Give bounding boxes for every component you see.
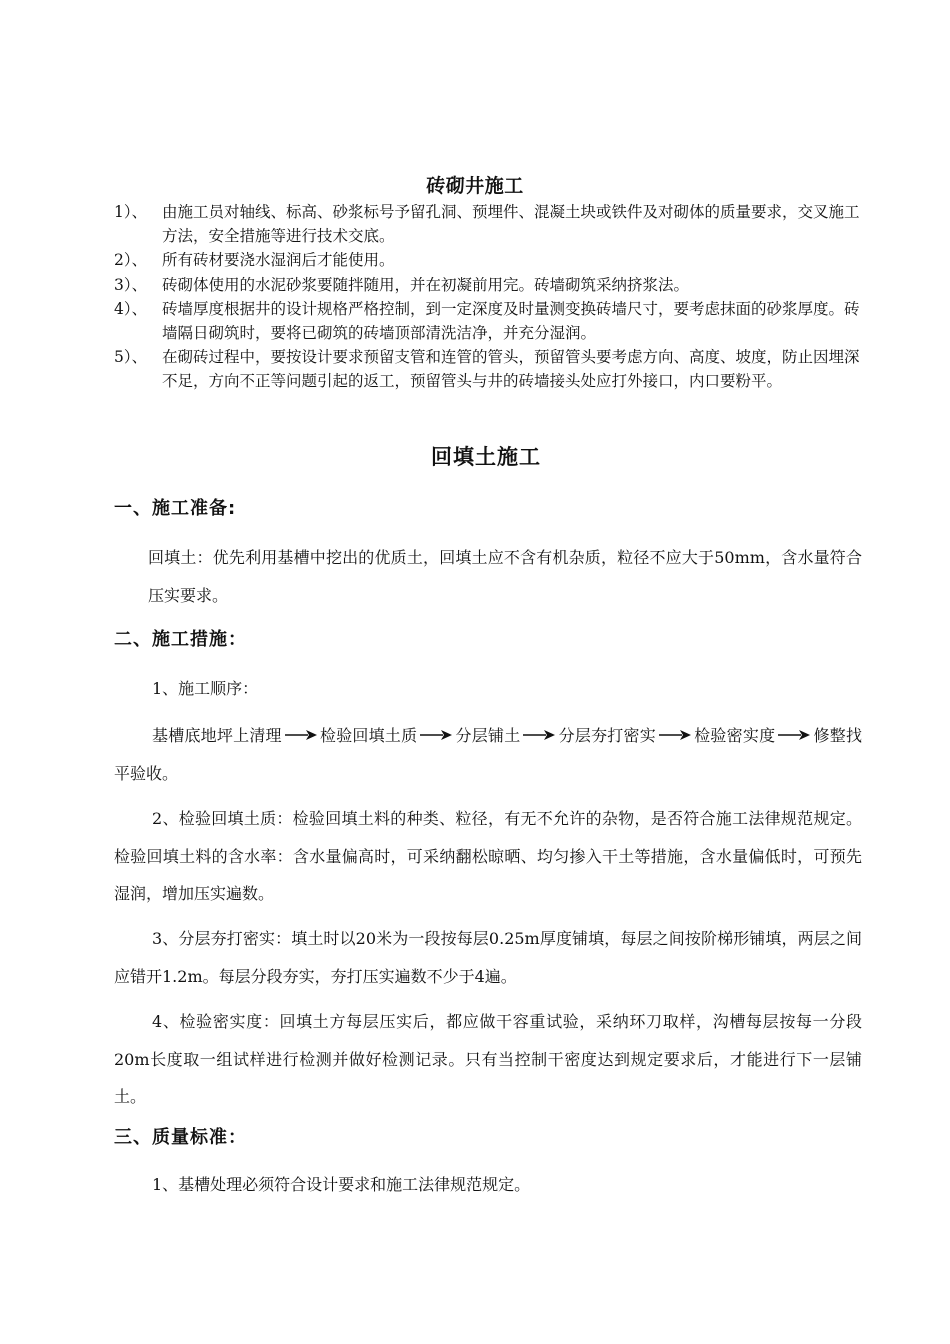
measures-item-4: 4、检验密实度：回填土方每层压实后，都应做干容重试验，采纳环刀取样，沟槽每层按每一分段20m长度取一组试样进行检测并做好检测记录。只有当控制干密度达到规定要求后，才能进行下一层铺土。 <box>114 1012 862 1106</box>
arrow-right-icon <box>419 728 453 742</box>
arrow-right-icon <box>284 728 318 742</box>
brick-well-title: 砖砌井施工 <box>426 175 524 197</box>
list-item <box>114 273 874 297</box>
arrow-right-icon <box>658 728 692 742</box>
list-item-text: 在砌砖过程中，要按设计要求预留支管和连管的管头，预留管头要考虑方向、高度、坡度，防止因埋深不足，方向不正等问题引起的返工，预留管头与井的砖墙接头处应打外接口，内口要粉平。 <box>162 348 860 391</box>
measures-heading: 二、施工措施： <box>114 629 247 650</box>
list-item-text: 所有砖材要浇水湿润后才能使用。 <box>162 251 395 270</box>
flow-step: 修整找平验收。 <box>114 726 862 783</box>
prep-heading: 一、施工准备: <box>114 498 237 519</box>
quality-item-1: 1、基槽处理必须符合设计要求和施工法律规范规定。 <box>152 1175 531 1194</box>
list-item-text: 由施工员对轴线、标高、砂浆标号予留孔洞、预埋件、混凝土块或铁件及对砌体的质量要求，交叉施工方法，安全措施等进行技术交底。 <box>162 203 860 246</box>
measures-item-3: 3、分层夯打密实：填土时以20米为一段按每层0.25m厚度铺填，每层之间按阶梯形铺填，两层之间应错开1.2m。每层分段夯实，夯打压实遍数不少于4遍。 <box>114 929 862 986</box>
list-item-number: 2）、 <box>114 251 148 270</box>
list-item <box>114 248 874 272</box>
flow-step: 检验回填土质 <box>319 726 418 745</box>
list-item-number: 3）、 <box>114 275 148 294</box>
list-item-text: 砖砌体使用的水泥砂浆要随拌随用，并在初凝前用完。砖墙砌筑采纳挤浆法。 <box>162 275 690 294</box>
flow-step: 分层夯打密实 <box>558 726 656 745</box>
list-item <box>114 297 874 345</box>
backfill-title: 回填土施工 <box>431 445 541 469</box>
list-item <box>114 345 874 393</box>
quality-heading: 三、质量标准： <box>114 1127 247 1148</box>
brick-well-list <box>114 200 874 394</box>
arrow-right-icon <box>777 728 811 742</box>
flow-step: 检验密实度 <box>693 726 776 745</box>
list-item-number: 4）、 <box>114 299 148 318</box>
list-item-number: 5）、 <box>114 348 148 367</box>
list-item-text: 砖墙厚度根据井的设计规格严格控制，到一定深度及时量测变换砖墙尺寸，要考虑抹面的砂浆厚度。砖墙隔日砌筑时，要将已砌筑的砖墙顶部清洗洁净，并充分湿润。 <box>162 299 860 343</box>
arrow-right-icon <box>522 728 556 742</box>
order-label: 1、施工顺序： <box>152 679 259 698</box>
list-item <box>114 200 874 248</box>
prep-paragraph: 回填土：优先利用基槽中挖出的优质土，回填土应不含有机杂质，粒径不应大于50mm，含水量符合压实要求。 <box>148 548 862 605</box>
flow-step: 分层铺土 <box>455 726 521 745</box>
list-item-number: 1）、 <box>114 203 148 221</box>
measures-item-2: 2、检验回填土质：检验回填土料的种类、粒径，有无不允许的杂物，是否符合施工法律规范规定。检验回填土料的含水率：含水量偏高时，可采纳翻松晾晒、均匀掺入干土等措施，含水量偏低时，可预先湿润，增加压实遍数。 <box>114 809 862 903</box>
flow-sequence <box>114 717 862 792</box>
flow-step: 基槽底地坪上清理 <box>152 726 282 745</box>
